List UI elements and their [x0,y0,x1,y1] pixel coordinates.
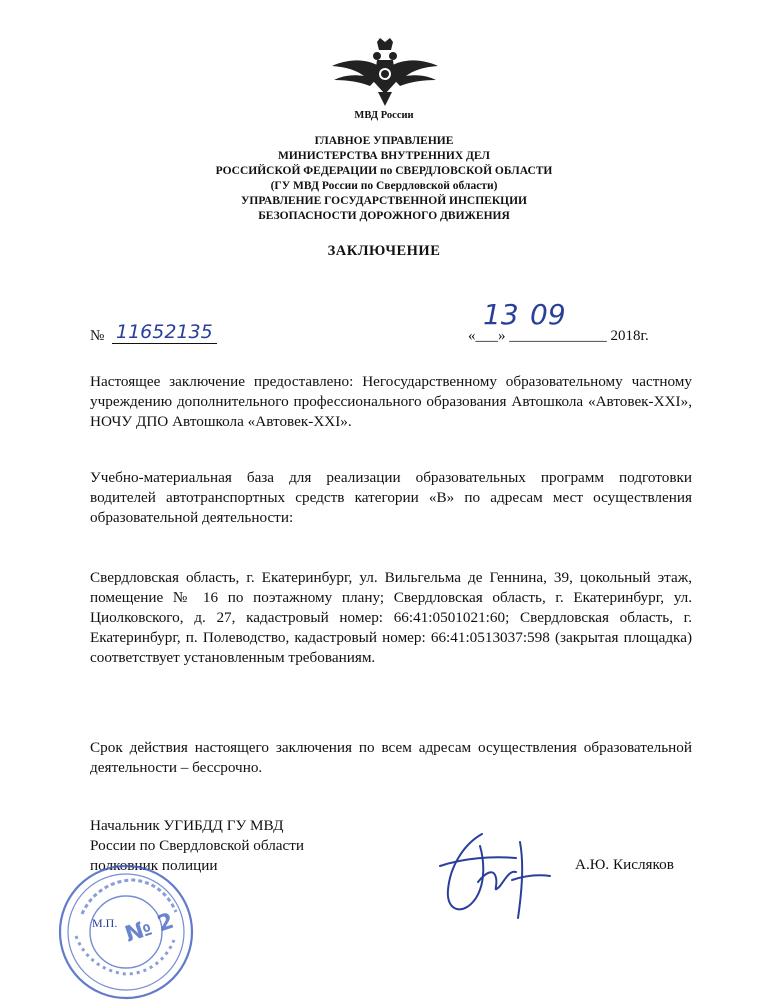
org-heading-line: ГЛАВНОЕ УПРАВЛЕНИЕ [314,135,454,147]
paragraph-recipient [90,372,692,432]
paragraph-base [90,468,692,528]
date-day-handwritten: 13 [483,298,519,331]
date-line: «___» _____________ 2018г. [468,328,649,344]
org-heading-line: РОССИЙСКОЙ ФЕДЕРАЦИИ по СВЕРДЛОВСКОЙ ОБЛАСТИ [215,165,553,177]
mvd-emblem-icon [330,36,440,108]
org-short-name: МВД России [354,110,414,121]
paragraph-validity [90,738,692,778]
paragraph-text: Настоящее заключение предоставлено: Негосударственному образовательному частному учреждению дополнительного профессионального образования Автошкола «Автовек-XXI», НОЧУ ДПО Автошкола «Автовек-XXI». [90,373,692,430]
number-label: № [90,328,105,344]
org-heading [150,134,618,224]
paragraph-text: Срок действия настоящего заключения по всем адресам осуществления образовательной деятельности – бессрочно. [90,739,692,776]
svg-text:№ 2: № 2 [122,908,177,948]
paragraph-addresses [90,568,692,668]
handwritten-signature-icon [420,820,570,930]
signer-position-line: Начальник УГИБДД ГУ МВД [90,817,284,834]
signer-name: А.Ю. Кисляков [575,856,674,873]
document-title: ЗАКЛЮЧЕНИЕ [327,243,441,259]
paragraph-text: Учебно-материальная база для реализации образовательных программ подготовки водителей автотранспортных средств категории «В» по адресам мест осуществления образовательной деятельности: [90,469,692,526]
document-number: 11652135 [112,321,217,344]
org-heading-line: МИНИСТЕРСТВА ВНУТРЕННИХ ДЕЛ [277,150,491,162]
org-heading-line: (ГУ МВД России по Свердловской области) [270,180,498,192]
signer-position-line: полковник полиции [90,857,218,874]
official-stamp-icon [56,862,196,1002]
org-heading-line: УПРАВЛЕНИЕ ГОСУДАРСТВЕННОЙ ИНСПЕКЦИИ [240,195,528,207]
stamp-place-label: М.П. [92,916,118,930]
signer-position-line: России по Свердловской области [90,837,305,854]
date-month-handwritten: 09 [530,298,566,331]
number-date-row [90,298,700,360]
org-heading-line: БЕЗОПАСНОСТИ ДОРОЖНОГО ДВИЖЕНИЯ [258,210,510,222]
paragraph-text: Свердловская область, г. Екатеринбург, ул. Вильгельма де Геннина, 39, цокольный этаж, помещение № 16 по поэтажному плану; Свердловская область, г. Екатеринбург, ул. Циолковского, д. 27, кадастровый номер: 66:41:0501021:60; Свердловская область, г. Екатеринбург, п. Полеводство, кадастровый номер: 66:41:0513037:598 (закрытая площадка) соответствует установленным требованиям. [90,569,692,666]
